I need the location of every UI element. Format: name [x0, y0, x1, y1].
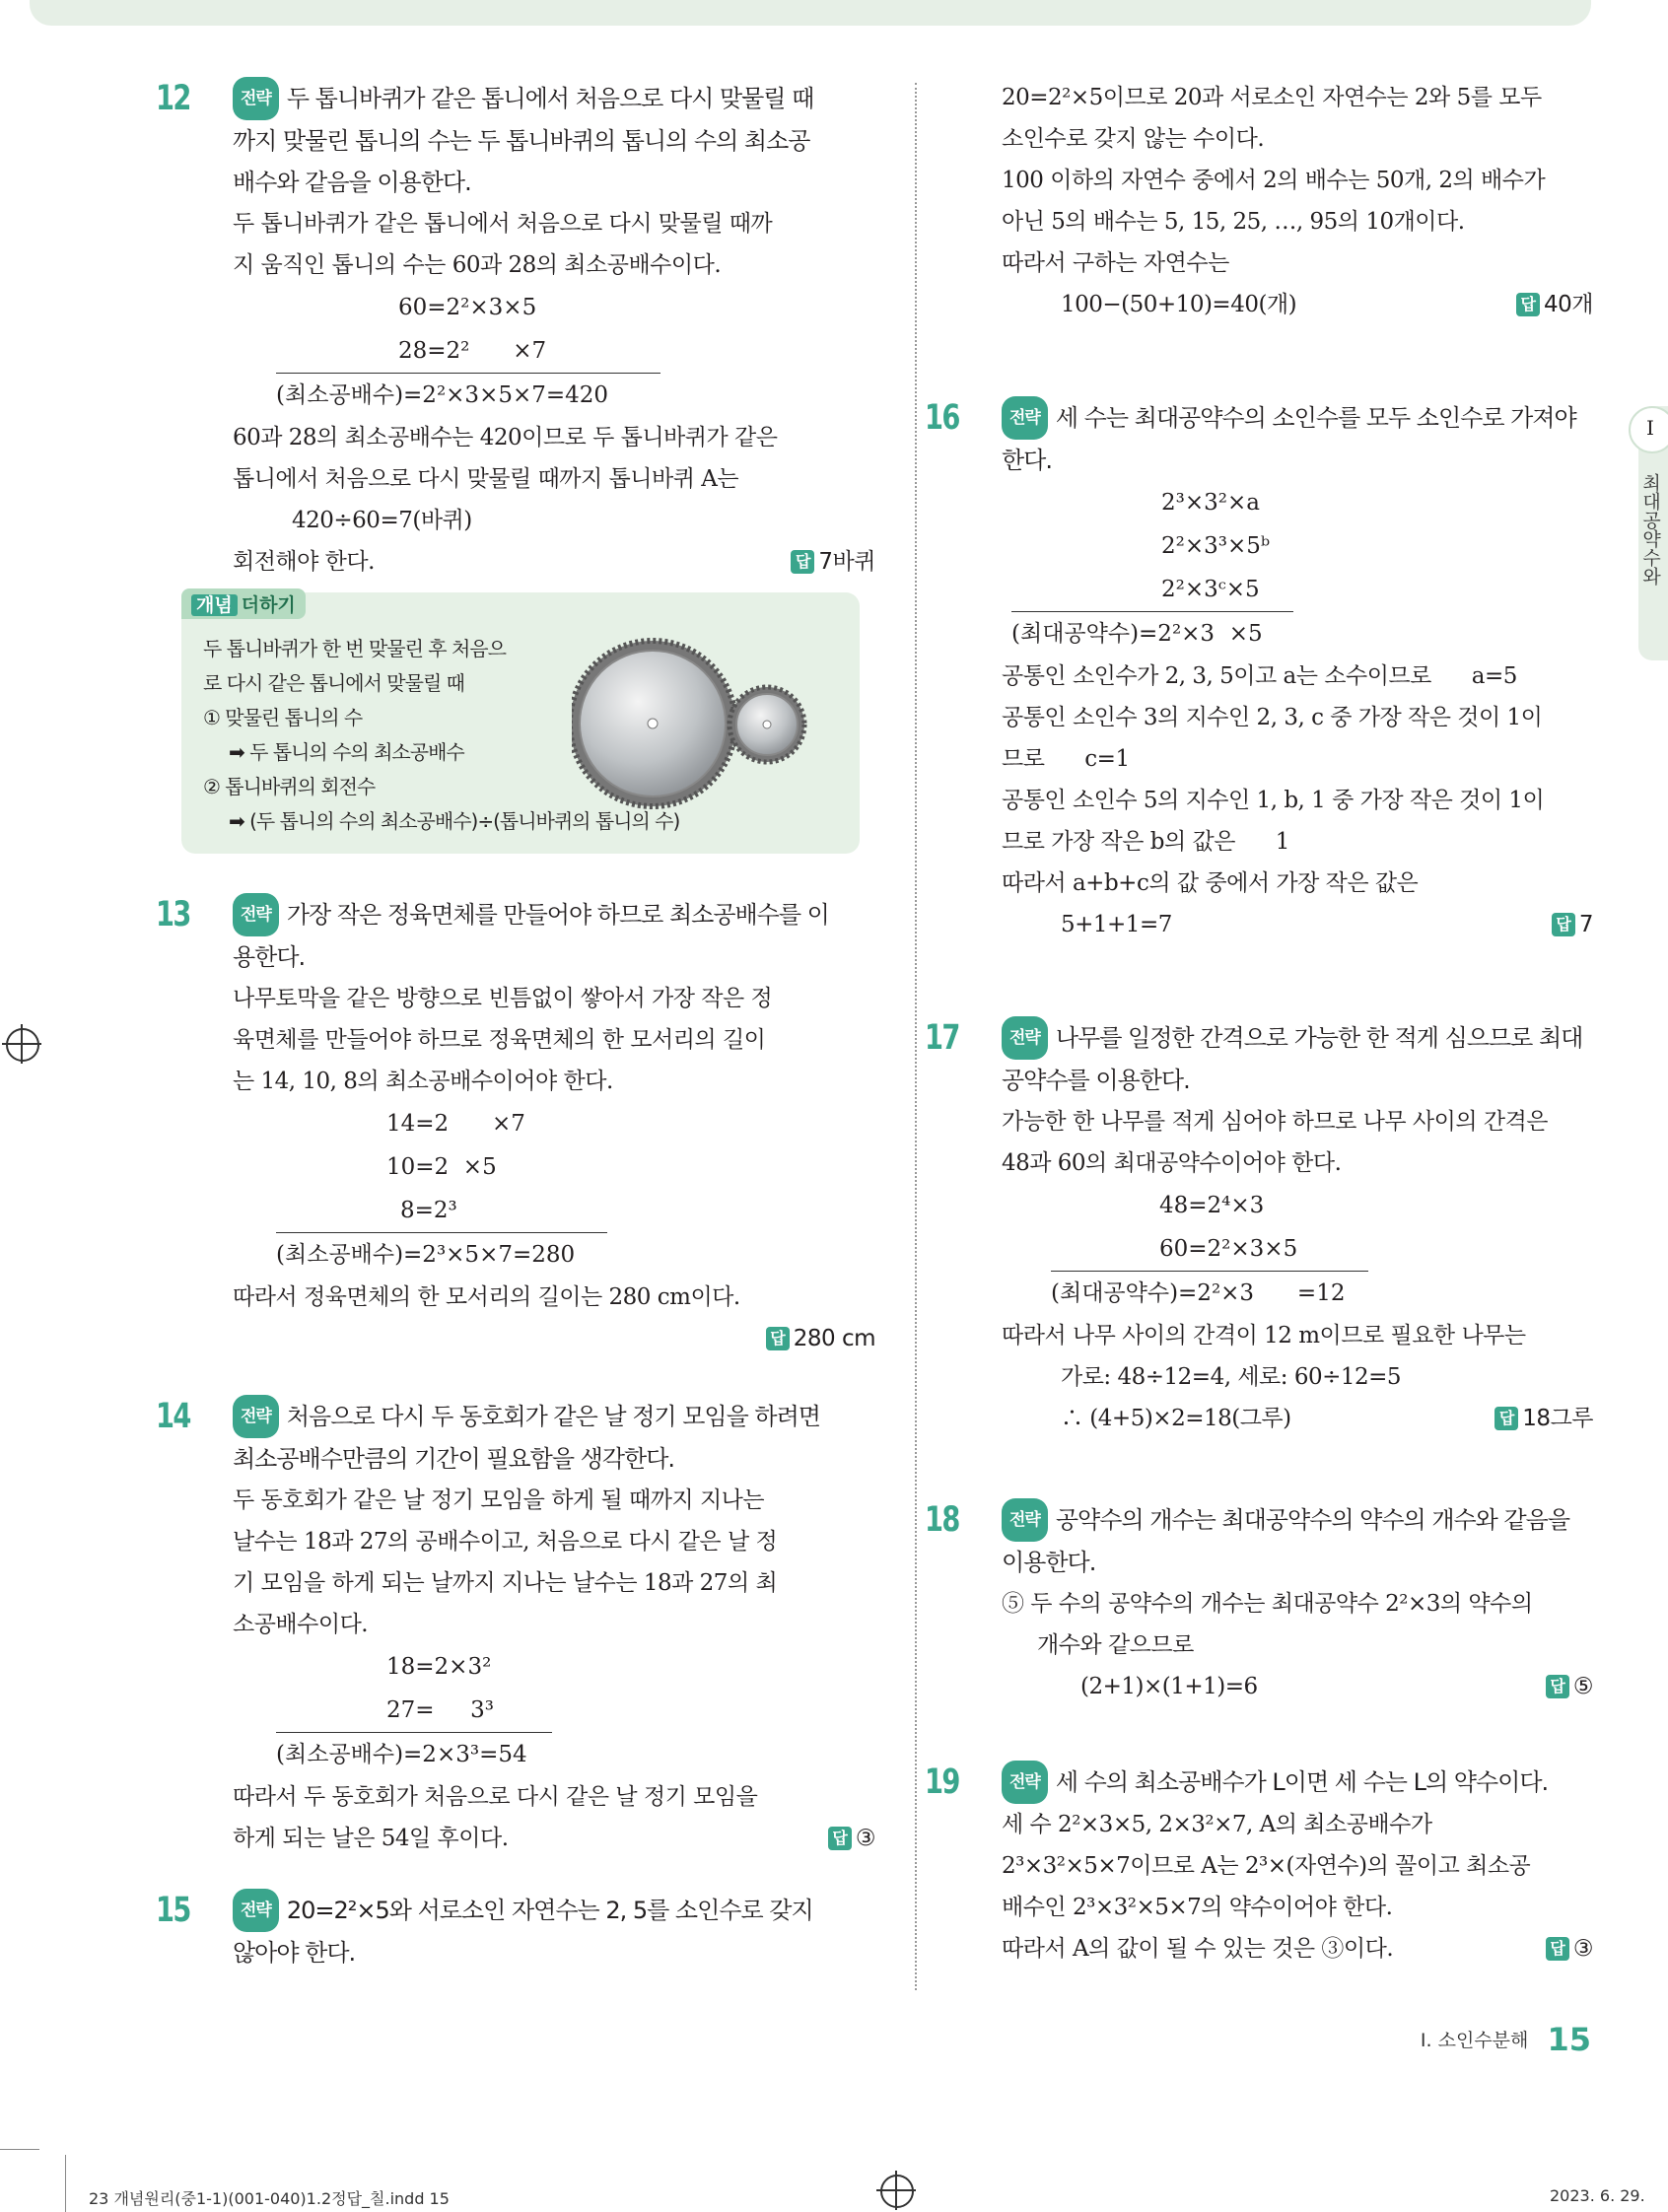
chapter-side-circle: I — [1629, 406, 1668, 453]
answer-mark-icon: 답 — [791, 550, 814, 574]
strategy-badge: 전략 — [233, 1395, 279, 1438]
print-date: 2023. 6. 29. — [1550, 2186, 1645, 2205]
calculation: ∴ (4+5)×2=18(그루) — [1061, 1406, 1291, 1431]
solution-text: 기 모임을 하게 되는 날까지 지나는 날수는 18과 27의 최 — [233, 1570, 778, 1596]
solution-text: 날수는 18과 27의 공배수이고, 처음으로 다시 같은 날 정 — [233, 1529, 778, 1555]
strategy-text: 공약수의 개수는 최대공약수의 약수의 개수와 같음을 — [1055, 1506, 1570, 1534]
problem-14 — [156, 1395, 875, 1859]
solution-text: 아닌 5의 배수는 5, 15, 25, …, 95의 10개이다. — [1002, 209, 1465, 235]
answer: 답 7 — [1552, 904, 1593, 945]
equation: 28=2² ×7 — [398, 338, 547, 364]
solution-text: 따라서 두 동호회가 처음으로 다시 같은 날 정기 모임을 — [233, 1784, 758, 1810]
strategy-text: 용한다. — [233, 943, 306, 971]
gears-illustration — [572, 630, 808, 817]
strategy-badge: 전략 — [233, 1889, 279, 1932]
equation: 10=2 ×5 — [386, 1154, 497, 1180]
solution-text: 공통인 소인수 3의 지수인 2, 3, c 중 가장 작은 것이 1이 — [1002, 705, 1543, 730]
file-name: 23 개념원리(중1-1)(001-040)1.2정답_칠.indd 15 — [89, 2189, 450, 2208]
problem-18 — [925, 1498, 1593, 1707]
answer-mark-icon: 답 — [1552, 913, 1575, 936]
answer: 답 40개 — [1516, 284, 1593, 325]
problem-number: 12 — [156, 79, 190, 118]
calculation: 5+1+1=7 — [1061, 912, 1172, 937]
solution-text: 따라서 구하는 자연수는 — [1002, 250, 1229, 276]
column-divider — [915, 83, 917, 1990]
solution-text: 따라서 정육면체의 한 모서리의 길이는 280 cm이다. — [233, 1284, 740, 1310]
strategy-text: 20=2²×5와 서로소인 자연수는 2, 5를 소인수로 갖지 — [286, 1897, 813, 1924]
answer: 답 ⑤ — [1546, 1666, 1593, 1707]
solution-text: 48과 60의 최대공약수이어야 한다. — [1002, 1150, 1342, 1176]
top-color-band — [30, 0, 1591, 26]
solution-text: 회전해야 한다. — [233, 549, 375, 575]
strategy-badge: 전략 — [1002, 1016, 1048, 1060]
equation-result: (최대공약수)=2²×3 ×5 — [1011, 611, 1293, 656]
strategy-text: 최소공배수만큼의 기간이 필요함을 생각한다. — [233, 1445, 675, 1473]
solution-text: 가능한 한 나무를 적게 심어야 하므로 나무 사이의 간격은 — [1002, 1109, 1549, 1135]
answer-mark-icon: 답 — [1546, 1937, 1569, 1961]
problem-16 — [925, 396, 1593, 945]
problem-19 — [925, 1761, 1593, 1970]
solution-text: 배수인 2³×3²×5×7의 약수이어야 한다. — [1002, 1895, 1393, 1920]
solution-text: 2³×3²×5×7이므로 A는 2³×(자연수)의 꼴이고 최소공 — [1002, 1853, 1531, 1879]
strategy-badge: 전략 — [233, 77, 279, 120]
calculation: 100−(50+10)=40(개) — [1061, 292, 1297, 317]
solution-text: 므로 c=1 — [1002, 746, 1130, 772]
solution-text: 60과 28의 최소공배수는 420이므로 두 톱니바퀴가 같은 — [233, 425, 778, 450]
calculation: (2+1)×(1+1)=6 — [1080, 1674, 1258, 1699]
solution-text: 개수와 같으므로 — [1037, 1632, 1194, 1658]
problem-15 — [156, 1889, 875, 1973]
solution-text: 나무토막을 같은 방향으로 빈틈없이 쌓아서 가장 작은 정 — [233, 986, 773, 1011]
solution-text: ⑤ 두 수의 공약수의 개수는 최대공약수 2²×3의 약수의 — [1002, 1591, 1533, 1617]
strategy-text: 공약수를 이용한다. — [1002, 1067, 1190, 1094]
equation-result: (최대공약수)=2²×3 =12 — [1051, 1271, 1368, 1315]
problem-number: 17 — [925, 1018, 959, 1058]
equation-result: (최소공배수)=2×3³=54 — [276, 1732, 552, 1776]
registration-mark-icon — [6, 1028, 39, 1062]
strategy-text: 까지 맞물린 톱니의 수는 두 톱니바퀴의 톱니의 수의 최소공 — [233, 127, 810, 155]
equation: 60=2²×3×5 — [1159, 1236, 1298, 1262]
equation: 48=2⁴×3 — [1159, 1193, 1265, 1218]
solution-text: 두 톱니바퀴가 같은 톱니에서 처음으로 다시 맞물릴 때까 — [233, 211, 773, 237]
problem-number: 14 — [156, 1397, 190, 1436]
chapter-side-label: 최대공약수와 — [1639, 473, 1661, 586]
strategy-text: 이용한다. — [1002, 1549, 1096, 1576]
strategy-badge: 전략 — [1002, 396, 1048, 440]
solution-text: 는 14, 10, 8의 최소공배수이어야 한다. — [233, 1069, 613, 1094]
problem-17 — [925, 1016, 1593, 1439]
solution-text: 므로 가장 작은 b의 값은 1 — [1002, 829, 1289, 855]
equation: 2³×3²×a — [1161, 490, 1260, 516]
equation-result: (최소공배수)=2²×3×5×7=420 — [276, 373, 660, 417]
problem-number: 18 — [925, 1500, 959, 1540]
answer-mark-icon: 답 — [1516, 293, 1540, 316]
problem-number: 13 — [156, 895, 190, 934]
strategy-badge: 전략 — [1002, 1498, 1048, 1542]
page-footer — [1421, 2021, 1591, 2058]
concept-line: ➡ (두 톱니의 수의 최소공배수)÷(톱니바퀴의 톱니의 수) — [229, 809, 680, 833]
equation: 2²×3ᶜ×5 — [1161, 577, 1260, 602]
crop-mark — [65, 2155, 66, 2212]
equation: 60=2²×3×5 — [398, 295, 537, 320]
solution-text: 따라서 A의 값이 될 수 있는 것은 ③이다. — [1002, 1936, 1394, 1962]
problem-15-solution — [1002, 77, 1593, 325]
problem-13 — [156, 893, 875, 1359]
equation-result: (최소공배수)=2³×5×7=280 — [276, 1232, 607, 1277]
problem-number: 19 — [925, 1763, 959, 1802]
strategy-badge: 전략 — [233, 893, 279, 936]
solution-text: 20=2²×5이므로 20과 서로소인 자연수는 2와 5를 모두 — [1002, 85, 1542, 110]
solution-text: 공통인 소인수가 2, 3, 5이고 a는 소수이므로 a=5 — [1002, 663, 1517, 689]
equation: 18=2×3² — [386, 1654, 492, 1680]
answer: 답 ③ — [1546, 1928, 1593, 1970]
solution-text: 100 이하의 자연수 중에서 2의 배수는 50개, 2의 배수가 — [1002, 168, 1546, 193]
problem-12 — [156, 77, 875, 583]
solution-text: 육면체를 만들어야 하므로 정육면체의 한 모서리의 길이 — [233, 1027, 766, 1053]
calculation: 가로: 48÷12=4, 세로: 60÷12=5 — [1061, 1364, 1402, 1390]
strategy-text: 세 수는 최대공약수의 소인수를 모두 소인수로 가져야 — [1055, 404, 1576, 432]
answer-mark-icon: 답 — [828, 1827, 852, 1850]
solution-text: 소인수로 갖지 않는 수이다. — [1002, 126, 1265, 152]
answer: 답 ③ — [828, 1818, 875, 1859]
concept-line: ② 톱니바퀴의 회전수 — [203, 775, 376, 798]
problem-number: 15 — [156, 1891, 190, 1930]
page-number: 15 — [1547, 2021, 1591, 2058]
answer-mark-icon: 답 — [1546, 1675, 1569, 1698]
solution-text: 톱니에서 처음으로 다시 맞물릴 때까지 톱니바퀴 A는 — [233, 466, 739, 492]
calculation: 420÷60=7(바퀴) — [292, 508, 472, 533]
strategy-badge: 전략 — [1002, 1761, 1048, 1804]
strategy-text: 않아야 한다. — [233, 1939, 356, 1967]
strategy-text: 세 수의 최소공배수가 L이면 세 수는 L의 약수이다. — [1055, 1768, 1549, 1796]
problem-number: 16 — [925, 398, 959, 438]
solution-text: 하게 되는 날은 54일 후이다. — [233, 1826, 509, 1851]
strategy-text: 두 톱니바퀴가 같은 톱니에서 처음으로 다시 맞물릴 때 — [286, 85, 814, 112]
concept-line: 두 톱니바퀴가 한 번 맞물린 후 처음으 — [203, 637, 506, 660]
strategy-text: 배수와 같음을 이용한다. — [233, 169, 471, 196]
solution-text: 공통인 소인수 5의 지수인 1, b, 1 중 가장 작은 것이 1이 — [1002, 788, 1545, 813]
concept-line: 로 다시 같은 톱니에서 맞물릴 때 — [203, 671, 464, 695]
concept-line: ① 맞물린 톱니의 수 — [203, 706, 363, 729]
answer-mark-icon: 답 — [766, 1327, 790, 1350]
solution-text: 세 수 2²×3×5, 2×3²×7, A의 최소공배수가 — [1002, 1812, 1432, 1837]
equation: 14=2 ×7 — [386, 1111, 525, 1137]
equation: 27= 3³ — [386, 1697, 494, 1723]
solution-text: 지 움직인 톱니의 수는 60과 28의 최소공배수이다. — [233, 252, 722, 278]
left-column — [156, 77, 875, 1973]
strategy-text: 가장 작은 정육면체를 만들어야 하므로 최소공배수를 이 — [286, 901, 829, 929]
right-column — [925, 77, 1593, 1970]
concept-tag: 개념 더하기 — [181, 588, 306, 619]
answer: 답 18그루 — [1494, 1398, 1593, 1439]
answer: 답 280 cm — [766, 1318, 875, 1359]
strategy-text: 나무를 일정한 간격으로 가능한 한 적게 심으므로 최대 — [1055, 1024, 1583, 1052]
equation: 2²×3³×5ᵇ — [1161, 533, 1271, 559]
strategy-text: 처음으로 다시 두 동호회가 같은 날 정기 모임을 하려면 — [286, 1403, 820, 1430]
solution-text: 소공배수이다. — [233, 1612, 369, 1637]
answer-mark-icon: 답 — [1494, 1407, 1518, 1430]
answer: 답 7바퀴 — [791, 541, 875, 583]
registration-mark-icon — [880, 2175, 914, 2208]
solution-text: 두 동호회가 같은 날 정기 모임을 하게 될 때까지 지나는 — [233, 1487, 765, 1513]
concept-box — [181, 592, 860, 854]
solution-text: 따라서 나무 사이의 간격이 12 m이므로 필요한 나무는 — [1002, 1323, 1526, 1348]
section-title: Ⅰ. 소인수분해 — [1420, 2030, 1529, 2051]
concept-line: ➡ 두 톱니의 수의 최소공배수 — [229, 740, 464, 764]
crop-mark — [0, 2149, 39, 2150]
strategy-text: 한다. — [1002, 447, 1052, 474]
equation: 8=2³ — [400, 1198, 457, 1223]
solution-text: 따라서 a+b+c의 값 중에서 가장 작은 값은 — [1002, 870, 1419, 896]
